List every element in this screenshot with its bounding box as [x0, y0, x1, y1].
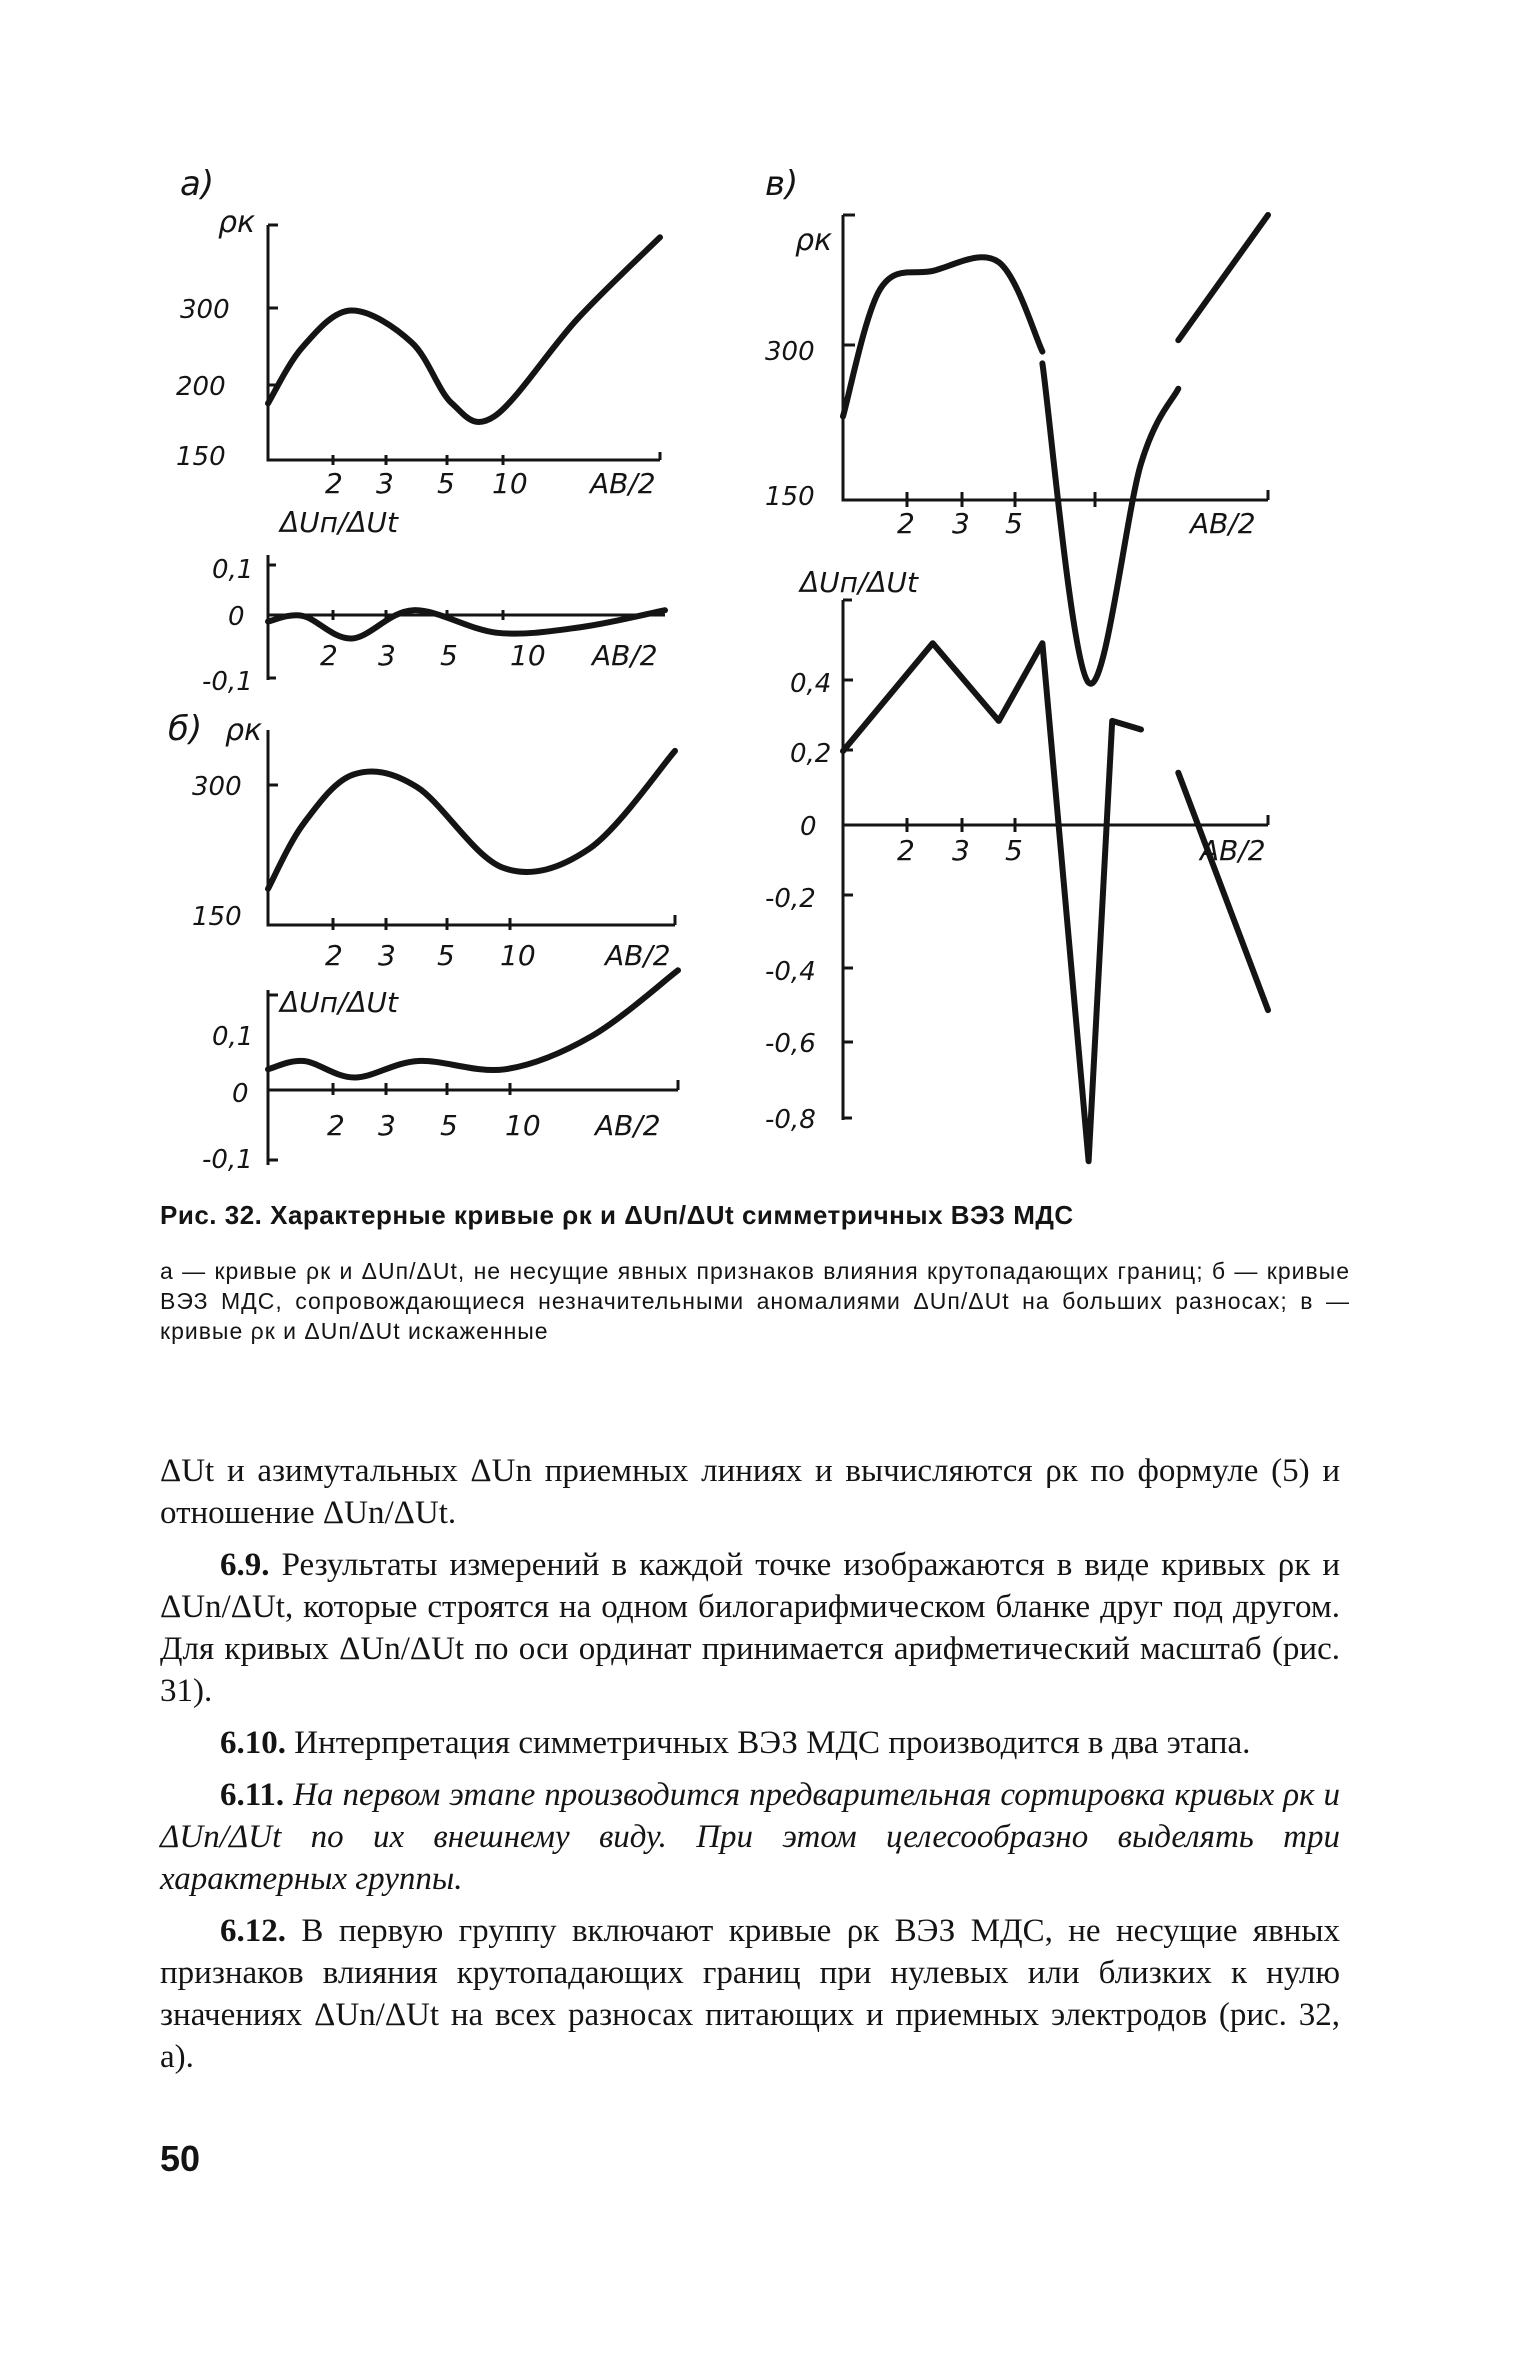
panel-a-ratio-x-tick: 5 — [440, 639, 458, 672]
panel-v-x-tick: 2 — [897, 507, 915, 540]
paragraph — [160, 1450, 1340, 1534]
panel-a-ratio-tick: 0 — [228, 602, 245, 632]
panel-v-ratio-x-tick: 5 — [1005, 834, 1023, 867]
panel-b-ratio-tick: 0 — [232, 1079, 249, 1109]
paragraph — [160, 1544, 1340, 1712]
panel-v-ratio-tick: 0,4 — [790, 669, 832, 699]
panel-v-x-tick: AB/2 — [1190, 507, 1256, 540]
panel-b-ratio-x-tick: 2 — [327, 1109, 345, 1142]
panel-a-rho-label: ρк — [218, 205, 256, 240]
panel-v-ratio-tick: -0,2 — [765, 884, 816, 914]
panel-b-x-tick: 3 — [378, 939, 396, 972]
panel-a-rho-tick: 300 — [180, 295, 230, 325]
panel-a-x-tick: 5 — [437, 467, 455, 500]
paragraph-text: ΔUt и азимутальных ΔUn приемных линиях и вычисляются ρк по формуле (5) и отношение ΔUn/ΔUt. — [160, 1453, 1340, 1531]
panel-v-rho-tick: 150 — [765, 482, 815, 512]
panel-v-ratio-x-tick: 3 — [952, 834, 970, 867]
panel-v-ratio-tick: -0,8 — [765, 1105, 816, 1135]
panel-v-ratio-x-tick: 2 — [897, 834, 915, 867]
panel-v-rho-label: ρк — [795, 223, 833, 258]
panel-v-rho-tick: 300 — [765, 337, 815, 367]
curve-v-ratio-left — [843, 643, 1141, 1161]
panel-v-ratio-tick: 0 — [800, 812, 817, 842]
panel-v-ratio-x-tick: AB/2 — [1200, 834, 1266, 867]
paragraph — [160, 1774, 1340, 1900]
panel-a-ratio-x-tick: 10 — [510, 639, 546, 672]
panel-b-rho-tick: 300 — [192, 772, 242, 802]
panel-b-ratio-x-tick: AB/2 — [595, 1109, 661, 1142]
panel-b-rho-tick: 150 — [192, 902, 242, 932]
panel-a-ratio-tick: -0,1 — [202, 667, 253, 697]
figure-caption-body: а — кривые ρк и ΔUп/ΔUt, не несущие явных признаков влияния крутопадающих границ; б — кривые ВЭЗ МДС, сопровождающиеся незначительными аномалиями ΔUп/ΔUt на больших разносах; в — кривые ρк и ΔUп/ΔUt искаженные — [160, 1258, 1350, 1344]
panel-v-ratio-label: ΔUп/ΔUt — [800, 566, 919, 599]
panel-a-rho-axes — [268, 225, 660, 460]
panel-a-rho-tick: 200 — [176, 372, 226, 402]
panel-b-ratio-label: ΔUп/ΔUt — [280, 986, 399, 1019]
curve-b-rho — [268, 751, 675, 889]
panel-a-ratio-x-tick: 2 — [320, 639, 338, 672]
figure-caption-title: Рис. 32. Характерные кривые ρк и ΔUп/ΔUt симметричных ВЭЗ МДС — [160, 1200, 1074, 1230]
panel-v-label: в) — [765, 164, 799, 204]
panel-b-x-tick: 2 — [325, 939, 343, 972]
panel-b-label: б) — [168, 709, 203, 749]
panel-b-x-tick: AB/2 — [605, 939, 671, 972]
panel-b-x-tick: 10 — [500, 939, 536, 972]
section-number: 6.11. — [220, 1777, 285, 1813]
paragraph-text: Результаты измерений в каждой точке изображаются в виде кривых ρк и ΔUn/ΔUt, которые строятся на одном билогарифмическом бланке друг под другом. Для кривых ΔUn/ΔUt по оси ординат принимается арифметический масштаб (рис. 31). — [160, 1547, 1340, 1709]
panel-b-ratio-x-tick: 10 — [505, 1109, 541, 1142]
panel-a-x-tick: 3 — [376, 467, 394, 500]
panel-a-x-tick: 2 — [325, 467, 343, 500]
curve-a-rho — [268, 237, 660, 422]
paragraph — [160, 1910, 1340, 2078]
panel-a-rho-tick: 150 — [176, 442, 226, 472]
paragraph-text: На первом этапе производится предварительная сортировка кривых ρк и ΔUn/ΔUt по их внешнему виду. При этом целесообразно выделять три характерных группы. — [160, 1777, 1340, 1897]
section-number: 6.12. — [220, 1913, 286, 1949]
curve-v-rho-left — [843, 257, 1042, 416]
curve-v-rho-right — [1178, 215, 1268, 340]
body-text — [160, 1450, 1340, 2088]
paragraph-text: В первую группу включают кривые ρк ВЭЗ МДС, не несущие явных признаков влияния крутопадающих границ при нулевых или близких к нулю значениях ΔUn/ΔUt на всех разносах питающих и приемных электродов (рис. 32, а). — [160, 1913, 1341, 2075]
panel-b-ratio-x-tick: 5 — [440, 1109, 458, 1142]
panel-b-x-tick: 5 — [437, 939, 455, 972]
panel-b-rho-label: ρк — [225, 713, 263, 748]
section-number: 6.10. — [220, 1725, 286, 1761]
panel-v-x-tick: 5 — [1005, 507, 1023, 540]
panel-a-ratio-label: ΔUп/ΔUt — [280, 506, 399, 539]
panel-v-ratio-tick: 0,2 — [790, 739, 832, 769]
panel-v-ratio-tick: -0,6 — [765, 1029, 816, 1059]
panel-a-label: a) — [180, 164, 215, 204]
paragraph-text: Интерпретация симметричных ВЭЗ МДС производится в два этапа. — [294, 1725, 1251, 1761]
panel-b-ratio-tick: 0,1 — [212, 1022, 254, 1052]
panel-b-ratio-tick: -0,1 — [202, 1145, 253, 1175]
panel-a-x-tick: AB/2 — [590, 467, 656, 500]
section-number: 6.9. — [220, 1547, 270, 1583]
curve-v-ratio-right — [1178, 773, 1268, 1010]
panel-v-ratio-tick: -0,4 — [765, 957, 816, 987]
page-number: 50 — [160, 2138, 201, 2179]
paragraph — [160, 1722, 1340, 1764]
panel-b-ratio-x-tick: 3 — [378, 1109, 396, 1142]
panel-v-x-tick: 3 — [952, 507, 970, 540]
panel-a-ratio-x-tick: AB/2 — [592, 639, 658, 672]
panel-a-ratio-x-tick: 3 — [378, 639, 396, 672]
curve-v-rho-dip — [1042, 363, 1178, 683]
panel-a-ratio-tick: 0,1 — [212, 555, 254, 585]
panel-a-x-tick: 10 — [492, 467, 528, 500]
